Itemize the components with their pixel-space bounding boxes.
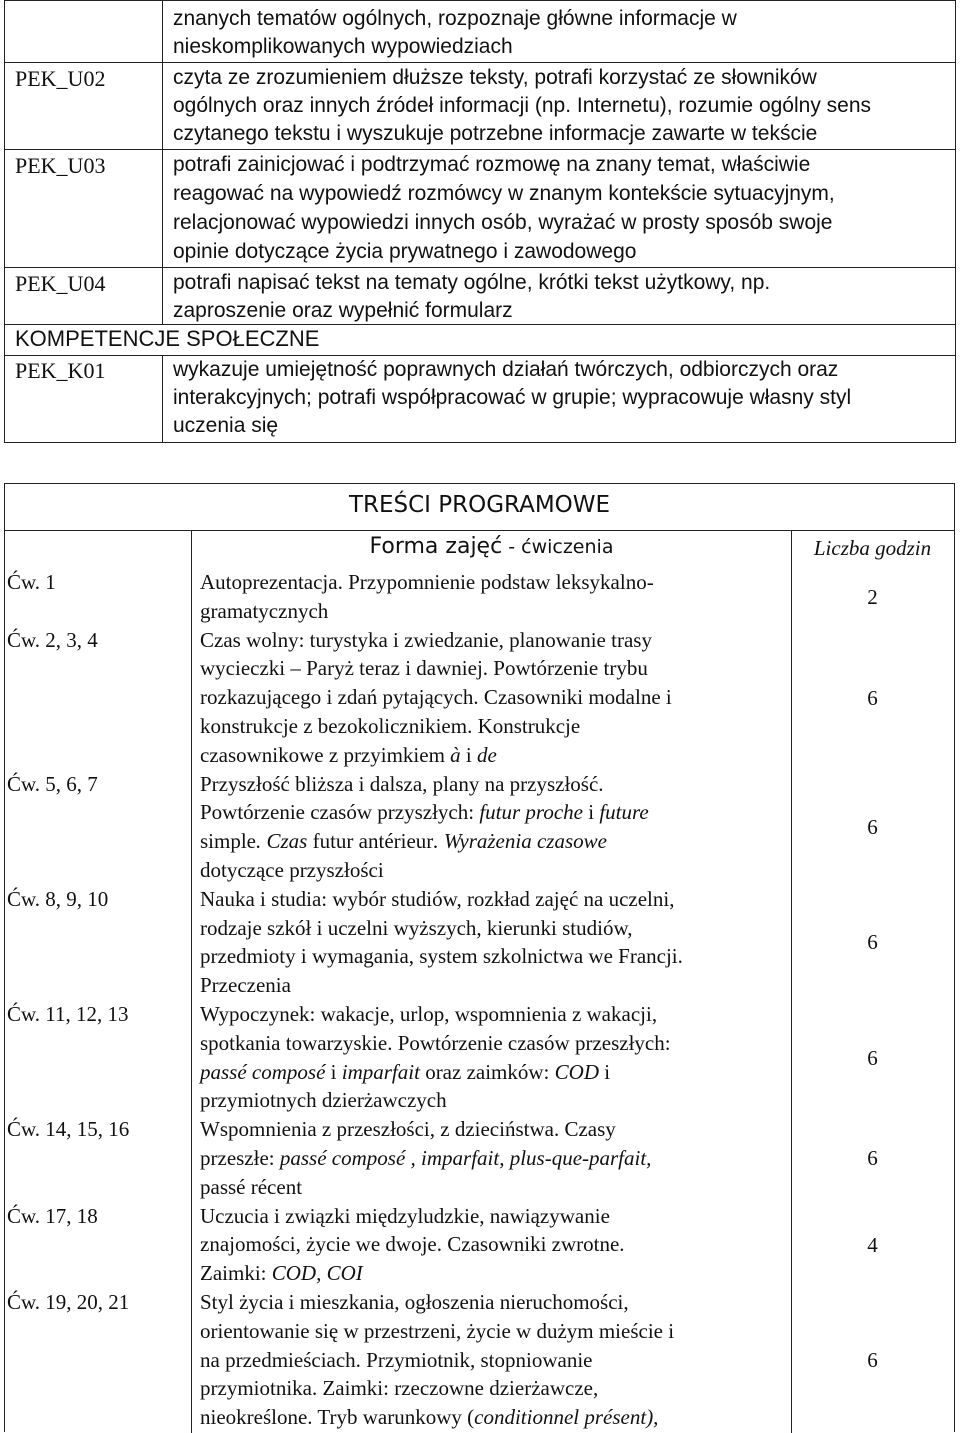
- table-row: [5, 626, 954, 770]
- text-line: opinie dotyczące życia prywatnego i zawodowego: [173, 240, 637, 263]
- text-line: wykazuje umiejętność poprawnych działań twórczych, odbiorczych oraz: [173, 358, 839, 381]
- text-line: relacjonować wypowiedzi innych osób, wyrażać w prosty sposób swoje: [173, 211, 833, 234]
- topic-line: Nauka i studia: wybór studiów, rozkład zajęć na uczelni,: [200, 886, 675, 911]
- table-row: [5, 568, 954, 626]
- topic-line: przedmioty i wymagania, system szkolnictwa we Francji.: [200, 944, 683, 969]
- topic-line: Uczucia i związki międzyludzkie, nawiązywanie: [200, 1203, 610, 1228]
- outcome-code-cell: [5, 63, 163, 150]
- italic-term: passé composé , imparfait, plus-que-parfait,: [279, 1145, 652, 1170]
- table-row: [5, 1288, 954, 1432]
- section-heading: KOMPETENCJE SPOŁECZNE: [15, 326, 320, 351]
- outcome-code-cell: [5, 1, 163, 63]
- topic-line: orientowanie się w przestrzeni, życie w dużym mieście i: [200, 1318, 675, 1343]
- topic-line: Zaimki: COD, COI: [200, 1261, 363, 1286]
- topic-line: spotkania towarzyskie. Powtórzenie czasów przeszłych:: [200, 1030, 671, 1055]
- italic-term: COD: [554, 1059, 599, 1084]
- text-line: interakcyjnych; potrafi współpracować w grupie; wypracowuje własny styl: [173, 386, 852, 409]
- program-content-table: [4, 483, 955, 1432]
- topic-line: Styl życia i mieszkania, ogłoszenia nieruchomości,: [200, 1290, 629, 1314]
- text-line: czytanego tekstu i wyszukuje potrzebne informacje zawarte w tekście: [173, 122, 818, 145]
- text-line: znanych tematów ogólnych, rozpoznaje główne informacje w: [173, 7, 737, 30]
- session-code: Ćw. 1: [7, 570, 56, 594]
- outcome-text-cell: [163, 63, 956, 150]
- italic-term: à: [450, 742, 461, 767]
- outcome-code: PEK_U02: [15, 66, 106, 91]
- text-line: potrafi napisać tekst na tematy ogólne, krótki tekst użytkowy, np.: [173, 271, 771, 294]
- table-row: [5, 268, 956, 325]
- italic-term: passé composé: [200, 1059, 326, 1084]
- text-line: czyta ze zrozumieniem dłuższe teksty, potrafi korzystać ze słowników: [173, 66, 817, 89]
- table-row: [5, 1115, 954, 1201]
- session-code: Ćw. 17, 18: [7, 1203, 98, 1228]
- topic-line: simple. Czas futur antérieur. Wyrażenia czasowe: [200, 829, 607, 854]
- table-row: [5, 356, 956, 443]
- text-line: zaproszenie oraz wypełnić formularz: [173, 299, 513, 322]
- topic-line: rozkazującego i zdań pytających. Czasowniki modalne i: [200, 685, 672, 710]
- outcome-code: PEK_K01: [15, 358, 106, 383]
- outcome-text-cell: [163, 356, 956, 443]
- topic-line: Wypoczynek: wakacje, urlop, wspomnienia z wakacji,: [200, 1002, 658, 1026]
- topic-line: Przyszłość bliższa i dalsza, plany na przyszłość.: [200, 771, 604, 796]
- topic-line: konstrukcje z bezokolicznikiem. Konstrukcje: [200, 713, 581, 738]
- text-line: uczenia się: [173, 414, 279, 437]
- outcome-code-cell: [5, 268, 163, 325]
- text-line: reagować na wypowiedź rozmówcy w znanym kontekście sytuacyjnym,: [173, 182, 835, 205]
- table-row: [5, 63, 956, 150]
- session-code: Ćw. 2, 3, 4: [7, 627, 98, 652]
- form-label: Forma zajęć: [369, 534, 503, 559]
- outcome-text-cell: [163, 1, 956, 63]
- outcome-text-cell: [163, 268, 956, 325]
- topic-line: passé composé i imparfait oraz zaimków: COD i: [200, 1059, 611, 1084]
- hours-value: 6: [867, 1045, 878, 1070]
- session-code: Ćw. 19, 20, 21: [7, 1290, 130, 1314]
- outcome-code-cell: [5, 150, 163, 268]
- hours-value: 2: [867, 584, 878, 609]
- italic-term: de: [477, 742, 497, 767]
- program-title: TREŚCI PROGRAMOWE: [348, 492, 611, 518]
- topic-line: Czas wolny: turystyka i zwiedzanie, planowanie trasy: [200, 627, 652, 652]
- topic-line: czasownikowe z przyimkiem à i de: [200, 742, 497, 767]
- program-title-row: [5, 484, 954, 531]
- table-row: [5, 1202, 954, 1288]
- italic-term: . Czas: [256, 829, 313, 854]
- italic-term: imparfait: [341, 1059, 420, 1084]
- topic-line: dotyczące przyszłości: [200, 857, 384, 882]
- hours-value: 6: [867, 815, 878, 840]
- topic-line: passé récent: [200, 1174, 303, 1199]
- session-code: Ćw. 11, 12, 13: [7, 1002, 129, 1026]
- outcome-code: PEK_U03: [15, 153, 106, 178]
- form-header: [192, 534, 791, 559]
- topic-line: przymiotnika. Zaimki: rzeczowne dzierżawcze,: [200, 1376, 599, 1401]
- topic-line: Wspomnienia z przeszłości, z dzieciństwa. Czasy: [200, 1117, 616, 1142]
- form-header-cell: [191, 530, 792, 564]
- topic-line: przeszłe: passé composé , imparfait, plus-que-parfait,: [200, 1145, 652, 1170]
- hours-value: 4: [867, 1232, 878, 1257]
- session-code: Ćw. 5, 6, 7: [7, 771, 98, 796]
- topic-line: Autoprezentacja. Przypomnienie podstaw leksykalno-: [200, 570, 654, 594]
- topic-line: rodzaje szkół i uczelni wyższych, kierunki studiów,: [200, 915, 633, 940]
- outcome-code: PEK_U04: [15, 271, 106, 296]
- hours-value: 6: [867, 685, 878, 710]
- hours-value: 6: [867, 930, 878, 955]
- italic-term: . Wyrażenia czasowe: [433, 829, 607, 854]
- hours-value: 6: [867, 1348, 878, 1372]
- text-line: ogólnych oraz innych źródeł informacji (np. Internetu), rozumie ogólny sens: [173, 94, 872, 117]
- italic-term: futur proche: [479, 800, 583, 825]
- section-heading-cell: [5, 325, 956, 356]
- topic-line: gramatycznych: [200, 598, 329, 623]
- italic-term: future: [599, 800, 649, 825]
- italic-term: conditionnel présent),: [474, 1405, 659, 1430]
- table-row: [5, 150, 956, 268]
- italic-term: COD, COI: [271, 1261, 363, 1286]
- topic-line: na przedmieściach. Przymiotnik, stopniowanie: [200, 1347, 593, 1372]
- text-line: nieskomplikowanych wypowiedziach: [173, 35, 513, 58]
- hours-value: 6: [867, 1146, 878, 1171]
- form-type: - ćwiczenia: [502, 536, 614, 558]
- topic-line: przymiotnych dzierżawczych: [200, 1088, 447, 1113]
- table-row: [5, 325, 956, 356]
- text-line: potrafi zainicjować i podtrzymać rozmowę na znany temat, właściwie: [173, 153, 811, 176]
- table-row: [5, 1, 956, 63]
- topic-line: Przeczenia: [200, 973, 291, 998]
- table-row: [5, 885, 954, 1000]
- topic-line: Powtórzenie czasów przyszłych: futur proche i future: [200, 800, 649, 825]
- topic-line: wycieczki – Paryż teraz i dawniej. Powtórzenie trybu: [200, 656, 648, 681]
- table-row: [5, 1000, 954, 1115]
- session-code: Ćw. 14, 15, 16: [7, 1117, 130, 1142]
- topic-line: znajomości, życie we dwoje. Czasowniki zwrotne.: [200, 1232, 625, 1257]
- hours-header: Liczba godzin: [813, 536, 932, 560]
- session-code: Ćw. 8, 9, 10: [7, 886, 109, 911]
- program-header-row: [5, 530, 954, 564]
- outcome-code-cell: [5, 356, 163, 443]
- learning-outcomes-table: [4, 0, 956, 443]
- outcome-text-cell: [163, 150, 956, 268]
- topic-line: nieokreślone. Tryb warunkowy (conditionnel présent),: [200, 1405, 659, 1430]
- table-row: [5, 770, 954, 885]
